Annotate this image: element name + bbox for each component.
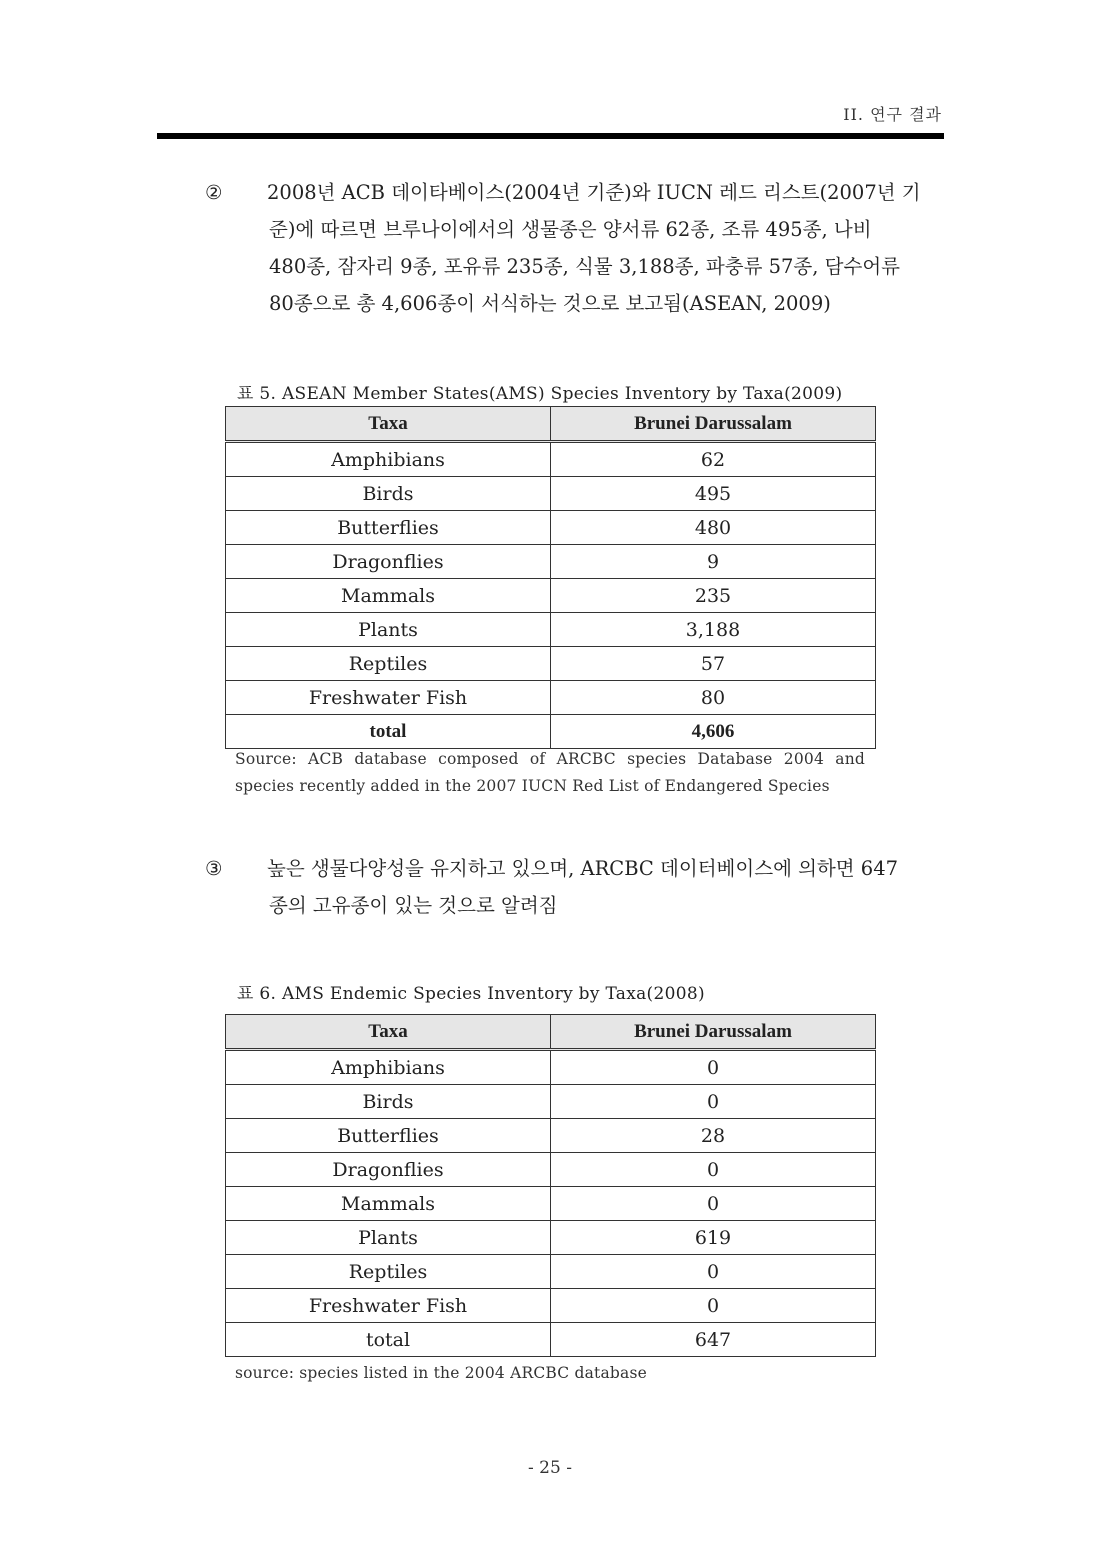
- value-cell: 0: [551, 1187, 876, 1221]
- taxa-cell: Freshwater Fish: [226, 681, 551, 715]
- taxa-cell: Mammals: [226, 579, 551, 613]
- value-cell: 619: [551, 1221, 876, 1255]
- value-cell: 28: [551, 1119, 876, 1153]
- taxa-cell: Plants: [226, 1221, 551, 1255]
- page-number: - 25 -: [528, 1458, 572, 1478]
- value-cell: 3,188: [551, 613, 876, 647]
- table-row: [226, 1050, 876, 1085]
- taxa-cell: Reptiles: [226, 1255, 551, 1289]
- taxa-cell: Butterflies: [226, 1119, 551, 1153]
- value-cell: 480: [551, 511, 876, 545]
- table-row: [226, 442, 876, 477]
- table-6-source-note: source: species listed in the 2004 ARCBC database: [235, 1364, 648, 1382]
- table-row: [226, 545, 876, 579]
- taxa-cell: Amphibians: [226, 442, 551, 477]
- value-cell: 0: [551, 1255, 876, 1289]
- paragraph-line: 480종, 잠자리 9종, 포유류 235종, 식물 3,188종, 파충류 57종, 담수어류: [269, 255, 901, 278]
- value-cell: 80: [551, 681, 876, 715]
- paragraph-biodiversity-species: [205, 174, 944, 322]
- total-value-cell: 4,606: [551, 715, 876, 749]
- paragraph-line-text: 높은 생물다양성을 유지하고 있으며, ARCBC 데이터베이스에 의하면 647: [267, 857, 899, 880]
- table-row: [226, 681, 876, 715]
- column-header-country: Brunei Darussalam: [551, 1015, 876, 1050]
- table-row: [226, 647, 876, 681]
- value-cell: 0: [551, 1050, 876, 1085]
- table-5-source-note: Source: ACB database composed of ARCBC species Database 2004 and species recently added in the 2007 IUCN Red List of Endangered Species: [235, 750, 865, 795]
- taxa-cell: Dragonflies: [226, 545, 551, 579]
- paragraph-endemic-species: [205, 850, 944, 924]
- circled-number-2: ②: [205, 181, 223, 204]
- value-cell: 9: [551, 545, 876, 579]
- total-label-cell: total: [226, 1323, 551, 1357]
- column-header-country: Brunei Darussalam: [551, 407, 876, 442]
- value-cell: 0: [551, 1085, 876, 1119]
- total-label-cell: total: [226, 715, 551, 749]
- value-cell: 62: [551, 442, 876, 477]
- value-cell: 235: [551, 579, 876, 613]
- taxa-cell: Freshwater Fish: [226, 1289, 551, 1323]
- total-value-cell: 647: [551, 1323, 876, 1357]
- value-cell: 0: [551, 1153, 876, 1187]
- paragraph-line: 준)에 따르면 브루나이에서의 생물종은 양서류 62종, 조류 495종, 나비: [269, 218, 872, 241]
- endemic-species-table: [225, 1014, 876, 1357]
- taxa-cell: Reptiles: [226, 647, 551, 681]
- header-rule: [157, 133, 944, 139]
- taxa-cell: Birds: [226, 1085, 551, 1119]
- column-header-taxa: Taxa: [226, 407, 551, 442]
- table-total-row: [226, 1323, 876, 1357]
- circled-number-3: ③: [205, 857, 223, 880]
- column-header-taxa: Taxa: [226, 1015, 551, 1050]
- table-header-row: [226, 407, 876, 442]
- table-row: [226, 1255, 876, 1289]
- species-inventory-table: [225, 406, 876, 749]
- value-cell: 0: [551, 1289, 876, 1323]
- paragraph-line: [205, 174, 944, 211]
- paragraph-line-text: 2008년 ACB 데이타베이스(2004년 기준)와 IUCN 레드 리스트(2007년 기: [267, 181, 921, 204]
- table-row: [226, 1221, 876, 1255]
- table-5-caption: 표 5. ASEAN Member States(AMS) Species Inventory by Taxa(2009): [237, 384, 843, 404]
- table-row: [226, 511, 876, 545]
- table-row: [226, 1289, 876, 1323]
- table-6-caption: 표 6. AMS Endemic Species Inventory by Taxa(2008): [237, 984, 705, 1004]
- paragraph-line: 종의 고유종이 있는 것으로 알려짐: [269, 894, 558, 917]
- value-cell: 495: [551, 477, 876, 511]
- taxa-cell: Butterflies: [226, 511, 551, 545]
- taxa-cell: Birds: [226, 477, 551, 511]
- paragraph-line: 80종으로 총 4,606종이 서식하는 것으로 보고됨(ASEAN, 2009): [269, 292, 831, 315]
- table-row: [226, 579, 876, 613]
- table-row: [226, 1119, 876, 1153]
- table-header-row: [226, 1015, 876, 1050]
- value-cell: 57: [551, 647, 876, 681]
- taxa-cell: Mammals: [226, 1187, 551, 1221]
- taxa-cell: Amphibians: [226, 1050, 551, 1085]
- running-header: II. 연구 결과: [843, 105, 942, 124]
- table-row: [226, 613, 876, 647]
- table-row: [226, 1153, 876, 1187]
- paragraph-line: [205, 850, 944, 887]
- table-row: [226, 1085, 876, 1119]
- taxa-cell: Plants: [226, 613, 551, 647]
- table-row: [226, 477, 876, 511]
- taxa-cell: Dragonflies: [226, 1153, 551, 1187]
- table-total-row: [226, 715, 876, 749]
- table-row: [226, 1187, 876, 1221]
